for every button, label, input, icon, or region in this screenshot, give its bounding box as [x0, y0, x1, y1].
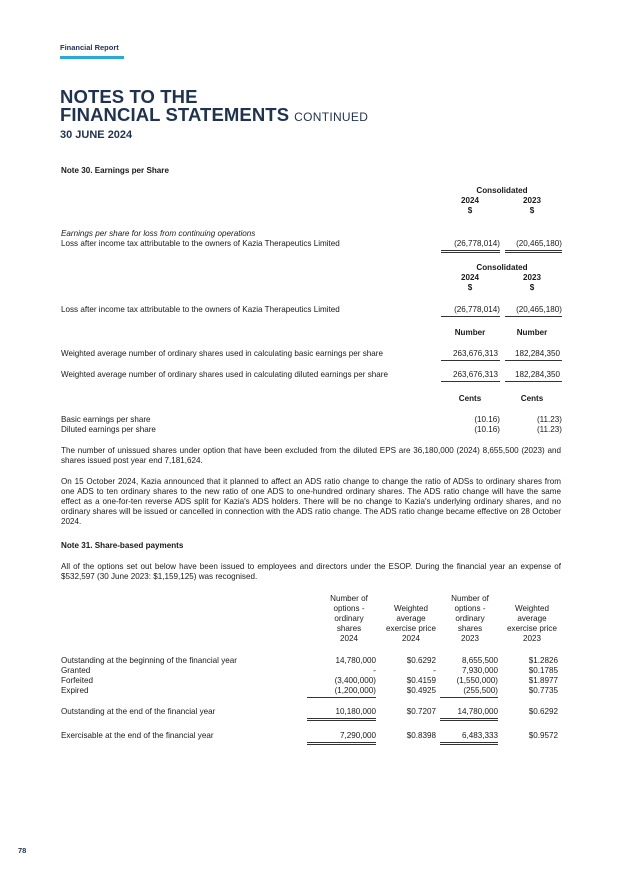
block2-loss-2023: (20,465,180): [516, 305, 562, 314]
diluted-eps-label: Diluted earnings per share: [61, 425, 156, 434]
row-label-granted: Granted: [61, 666, 91, 675]
diluted-shares-rule-2024: [441, 381, 500, 382]
subtotal-rule-col3: [440, 697, 498, 698]
number-header-2023: Number: [516, 328, 548, 337]
cell: $0.8398: [406, 731, 436, 740]
cell: $0.6292: [528, 707, 558, 716]
cell: $0.7735: [528, 686, 558, 695]
block2-rule-2024: [441, 316, 500, 317]
exercisable-rule-col3: [440, 742, 498, 745]
col-header-line: ordinary: [334, 614, 364, 623]
col-header-line: options -: [333, 604, 365, 613]
basic-shares-2024: 263,676,313: [452, 349, 498, 358]
block1-loss-label: Loss after income tax attributable to the owners of Kazia Therapeutics Limited: [61, 239, 340, 248]
cell: 14,780,000: [457, 707, 498, 716]
block2-unit-2024: $: [467, 283, 473, 292]
note31-heading: Note 31. Share-based payments: [61, 541, 184, 550]
ads-ratio-paragraph: On 15 October 2024, Kazia announced that it planned to affect an ADS ratio change to change the ratio of ADSs to ordinary shares from one ADS to ten ordinary shares to the new ratio of one ADS to one-hundred ordinary shares. The ADS ratio change will have the same effect as a one-for-ten reverse ADS split for Kazia's ADS holders. There will be no change to Kazia's underlying ordinary shares, and no ordinary shares will be issued or cancelled in connection with the ADS ratio change. The ADS ratio change became effective on 28 October 2024.: [61, 477, 561, 526]
block2-rule-2023: [505, 316, 562, 317]
cell: 7,930,000: [461, 666, 498, 675]
col-header-line: average: [396, 614, 426, 623]
col-header-line: 2024: [339, 634, 358, 643]
cell: 14,780,000: [335, 656, 376, 665]
row-label-expired: Expired: [61, 686, 89, 695]
exercisable-rule-col1: [307, 742, 376, 745]
diluted-eps-2023: (11.23): [536, 425, 562, 434]
cell: 7,290,000: [339, 731, 376, 740]
col-header-price-2023: [495, 594, 569, 644]
note30-heading: Note 30. Earnings per Share: [61, 166, 169, 175]
page-title-line1: NOTES TO THE: [60, 86, 198, 107]
basic-eps-2024: (10.16): [474, 415, 500, 424]
cell: -: [373, 666, 376, 675]
cell: 6,483,333: [461, 731, 498, 740]
basic-shares-2023: 182,284,350: [514, 349, 560, 358]
col-header-line: 2023: [522, 634, 541, 643]
col-header-line: shares: [336, 624, 362, 633]
block1-total-rule-2023: [505, 250, 562, 253]
col-header-line: average: [517, 614, 547, 623]
cell: 8,655,500: [461, 656, 498, 665]
diluted-shares-rule-2023: [505, 381, 562, 382]
diluted-shares-2023: 182,284,350: [514, 370, 560, 379]
block1-loss-2023: (20,465,180): [516, 239, 562, 248]
page-number: 78: [18, 846, 27, 855]
section-label: Financial Report: [60, 43, 119, 52]
block1-loss-2024: (26,778,014): [454, 239, 500, 248]
basic-shares-label: Weighted average number of ordinary shares used in calculating basic earnings per share: [61, 349, 383, 358]
basic-shares-rule-2023: [505, 360, 562, 361]
cell: 10,180,000: [335, 707, 376, 716]
basic-eps-2023: (11.23): [536, 415, 562, 424]
cell: $0.9572: [528, 731, 558, 740]
col-header-line: Weighted: [514, 604, 550, 613]
page-subtitle-date: 30 JUNE 2024: [60, 129, 133, 141]
cell: $0.4925: [406, 686, 436, 695]
cell: $1.2826: [528, 656, 558, 665]
cents-header-2023: Cents: [520, 394, 544, 403]
col-header-line: Number of: [330, 594, 368, 603]
cents-header-2024: Cents: [458, 394, 482, 403]
basic-shares-rule-2024: [441, 360, 500, 361]
col-header-line: shares: [457, 624, 483, 633]
eps-continuing-ops-label: Earnings per share for loss from continuing operations: [61, 229, 256, 238]
block2-loss-2024: (26,778,014): [454, 305, 500, 314]
block2-consolidated-header: Consolidated: [476, 263, 528, 272]
cell: $0.4159: [406, 676, 436, 685]
block1-unit-2024: $: [467, 206, 473, 215]
col-header-line: ordinary: [455, 614, 485, 623]
note31-paragraph: All of the options set out below have been issued to employees and directors under the ESOP. During the financial year an expense of $532,597 (30 June 2023: $1,159,125) was recognised.: [61, 562, 561, 581]
section-accent-bar: [60, 56, 124, 59]
col-header-line: 2024: [401, 634, 420, 643]
cell: (1,550,000): [456, 676, 498, 685]
cell: $1.8977: [528, 676, 558, 685]
col-header-line: [495, 594, 569, 604]
row-label-outstanding-begin: Outstanding at the beginning of the financial year: [61, 656, 237, 665]
page-title-continued: CONTINUED: [294, 110, 369, 124]
diluted-shares-2024: 263,676,313: [452, 370, 498, 379]
cell: $0.6292: [406, 656, 436, 665]
block1-year-2024: 2024: [460, 196, 479, 205]
col-header-line: Weighted: [393, 604, 429, 613]
row-label-exercisable-end: Exercisable at the end of the financial year: [61, 731, 214, 740]
page-title-line2: [60, 105, 368, 127]
block2-year-2023: 2023: [522, 273, 541, 282]
block2-year-2024: 2024: [460, 273, 479, 282]
page-title-main: FINANCIAL STATEMENTS: [60, 104, 290, 125]
cell: (3,400,000): [334, 676, 376, 685]
basic-eps-label: Basic earnings per share: [61, 415, 151, 424]
total-rule-col3: [440, 718, 498, 721]
cell: (1,200,000): [334, 686, 376, 695]
block1-consolidated-header: Consolidated: [476, 186, 528, 195]
cell: (255,500): [463, 686, 498, 695]
unissued-shares-paragraph: The number of unissued shares under option that have been excluded from the diluted EPS are 36,180,000 (2024) 8,655,500 (2023) and shares issued post year end 7,181,624.: [61, 446, 561, 465]
row-label-forfeited: Forfeited: [61, 676, 93, 685]
cell: $0.7207: [406, 707, 436, 716]
block1-unit-2023: $: [529, 206, 535, 215]
col-header-line: options -: [454, 604, 486, 613]
block1-total-rule-2024: [441, 250, 500, 253]
cell: -: [433, 666, 436, 675]
cell: $0.1785: [528, 666, 558, 675]
col-header-line: Number of: [451, 594, 489, 603]
block1-year-2023: 2023: [522, 196, 541, 205]
col-header-line: exercise price: [386, 624, 436, 633]
total-rule-col1: [307, 718, 376, 721]
block2-unit-2023: $: [529, 283, 535, 292]
subtotal-rule-col1: [307, 697, 376, 698]
col-header-line: exercise price: [507, 624, 557, 633]
diluted-shares-label: Weighted average number of ordinary shares used in calculating diluted earnings per share: [61, 370, 388, 379]
col-header-line: 2023: [460, 634, 479, 643]
row-label-outstanding-end: Outstanding at the end of the financial year: [61, 707, 216, 716]
block2-loss-label: Loss after income tax attributable to the owners of Kazia Therapeutics Limited: [61, 305, 340, 314]
number-header-2024: Number: [454, 328, 486, 337]
diluted-eps-2024: (10.16): [474, 425, 500, 434]
